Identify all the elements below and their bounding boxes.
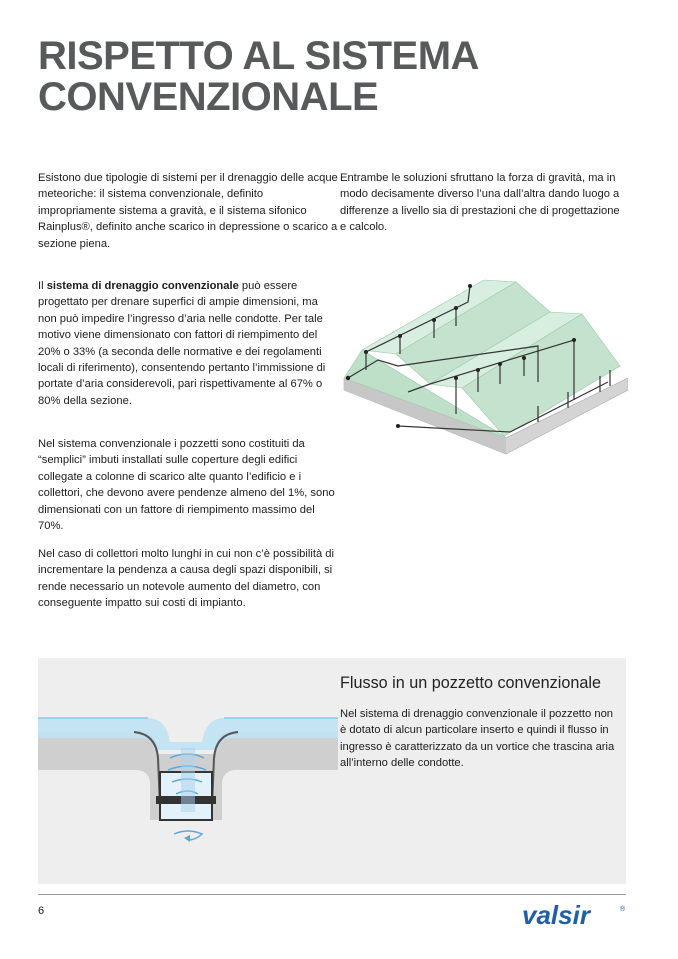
body-paragraph-2: Nel sistema convenzionale i pozzetti sono costituiti da “semplici” imbuti installati sulle coperture degli edifici collegate a colonne di scarico alte quanto l’edificio e i collettori, che devono avere pendenze almeno del 1%, sono dimensionati con un fattore di riempimento massimo del 70%. (38, 438, 335, 533)
roof-drainage-illustration (338, 272, 628, 468)
info-panel (38, 658, 626, 884)
valsir-logo-registered: ® (620, 906, 626, 913)
body-paragraph-3: Nel caso di collettori molto lunghi in cui non c’è possibilità di incrementare la pendenza a causa degli spazi disponibili, si rende necessario un notevole aumento del diametro, con conseguente impatto sui costi di impianto. (38, 548, 334, 610)
page-title-line1: RISPETTO AL SISTEMA (38, 34, 479, 78)
panel-title: Flusso in un pozzetto convenzionale (340, 674, 601, 692)
page-title-line2: CONVENZIONALE (38, 75, 379, 119)
intro-right-paragraph: Entrambe le soluzioni sfruttano la forza di gravità, ma in modo decisamente diverso l’una dall’altra dando luogo a differenze a livello sia di prestazioni che di progettazione e calcolo. (340, 172, 620, 234)
body-paragraph-1-rest: può essere progettato per drenare superfici di ampie dimensioni, ma non può impedire l’ingresso d’aria nelle condotte. Per tale motivo viene dimensionato con fattori di riempimento del 20% o 33% (a seconda delle normative e dei regolamenti locali di riferimento), consentendo pertanto l’immissione di portate d’aria considerevoli, pari rispettivamente al 67% o 80% della sezione. (38, 280, 326, 407)
page-title (38, 36, 638, 118)
valsir-logo (520, 898, 630, 932)
body-paragraph-1 (38, 278, 338, 409)
drain-vortex-diagram (38, 688, 338, 878)
page-number: 6 (38, 905, 45, 917)
panel-paragraph: Nel sistema di drenaggio convenzionale il pozzetto non è dotato di alcun particolare inserto e quindi il flusso in ingresso è caratterizzato da un vortice che trascina aria all’interno delle condotte. (340, 708, 615, 770)
body-paragraph-1-prefix: Il (38, 280, 47, 292)
valsir-logo-text: valsir (522, 900, 590, 930)
body-paragraph-1-bold: sistema di drenaggio convenzionale (46, 280, 239, 292)
footer-divider (38, 894, 626, 895)
intro-left-paragraph: Esistono due tipologie di sistemi per il drenaggio delle acque meteoriche: il sistema convenzionale, definito impropriamente sistema a gravità, e il sistema sifonico Rainplus®, definito anche scarico in depressione o scarico a sezione piena. (38, 172, 338, 250)
